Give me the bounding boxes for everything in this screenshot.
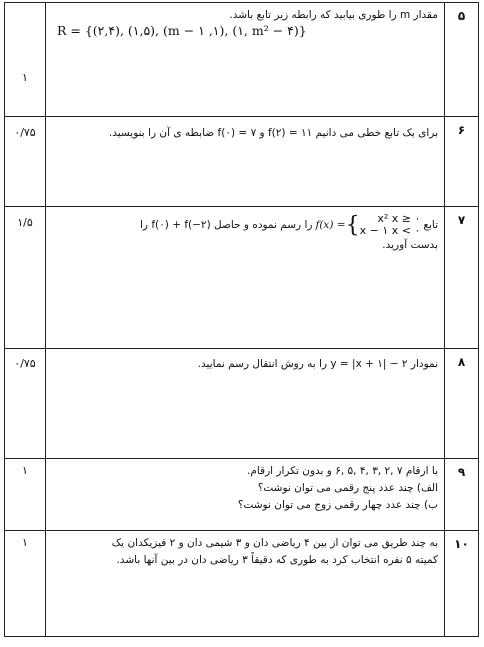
question-score: ۰/۷۵	[14, 357, 36, 370]
question-number: ۷	[457, 213, 466, 227]
relation-formula: R = {(۲,۴), (۱,۵), (m − ۱ ,۱), (۱, m² − ۴)}	[57, 23, 307, 38]
question-number: ۹	[457, 465, 466, 479]
question-score: ۰/۷۵	[14, 126, 36, 139]
brace-icon: {	[345, 212, 360, 238]
question-score: ۱	[22, 464, 28, 477]
question-score: ۱/۵	[17, 216, 33, 229]
exam-sheet	[4, 2, 479, 640]
question-row	[4, 2, 479, 117]
question-score: ۱	[22, 71, 28, 84]
question-row	[4, 207, 479, 349]
question-score: ۱	[22, 536, 28, 549]
question-number: ۸	[457, 355, 466, 369]
question-text: نمودار y = |x + ۱| − ۲ را به روش انتقال رسم نمایید.	[197, 358, 438, 370]
question-row	[4, 349, 479, 459]
question-text: برای یک تابع خطی می دانیم ۱۱ = (۲)f و ۷ = (۰)f ضابطه ی آن را بنویسید.	[108, 127, 438, 139]
question-row	[4, 459, 479, 531]
question-text: با ارقام ۷ ,۲ ,۳ ,۴ ,۵ ,۶ و بدون تکرار ارقام. الف) چند عدد پنج رقمی می توان نوشت؟ ب) چند عدد چهار رقمی زوج می توان نوشت؟	[237, 465, 438, 511]
question-number: ۵	[457, 9, 466, 23]
question-row	[4, 531, 479, 637]
question-text: تابع f(x) = { x² x ≥ ۰ x − ۱ x < ۰ را رسم نموده و حاصل f(۰) + f(−۲) را بدست آورید.	[140, 212, 438, 251]
question-text: مقدار m را طوری بیابید که رابطه زیر تابع باشد.	[229, 9, 438, 21]
question-row	[4, 117, 479, 207]
question-number: ۶	[457, 123, 466, 137]
question-text: به چند طریق می توان از بین ۴ ریاضی دان و ۳ شیمی دان و ۲ فیزیکدان یک کمیته ۵ نفره انتخاب کرد به طوری که دقیقاً ۳ ریاضی دان در بین آنها باشد.	[111, 537, 438, 566]
question-number: ۱۰	[454, 537, 469, 551]
piecewise-function: f(x) = { x² x ≥ ۰ x − ۱ x < ۰	[315, 212, 421, 238]
